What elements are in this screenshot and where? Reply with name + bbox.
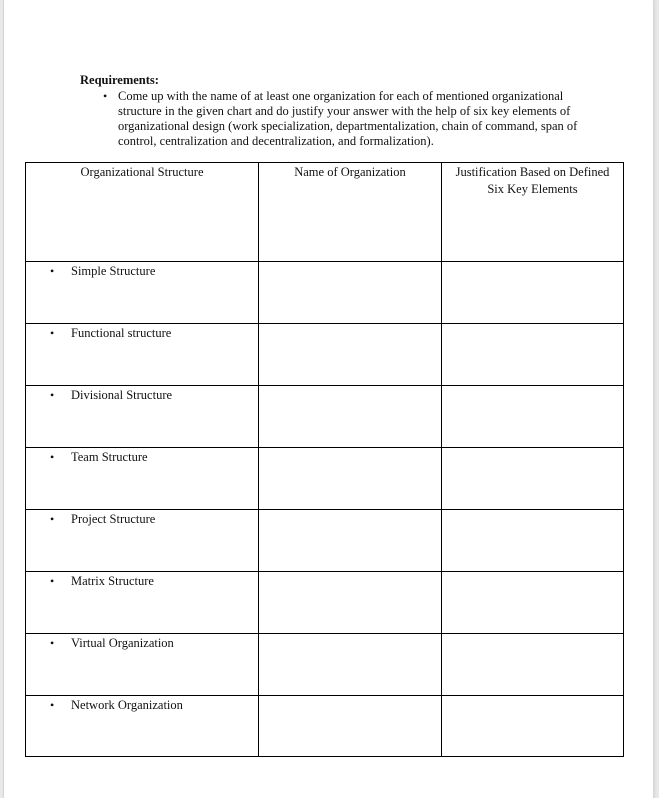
header-name-of-organization: Name of Organization [259,163,442,262]
organization-name-cell[interactable] [259,448,442,510]
requirements-text: Come up with the name of at least one organization for each of mentioned organizational structure in the given chart and do justify your answer with the help of six key elements of organizational design (work specialization, departmentalization, chain of command, span of control, centralization and decentralization, and formalization). [118,89,578,148]
table-row [26,634,624,696]
table-row [26,324,624,386]
organization-name-cell[interactable] [259,324,442,386]
structure-cell [26,324,259,386]
structure-cell [26,448,259,510]
justification-cell[interactable] [442,696,624,757]
justification-cell[interactable] [442,448,624,510]
requirements-item [80,89,580,149]
bullet-icon: • [50,512,55,526]
header-organizational-structure: Organizational Structure [26,163,259,262]
bullet-icon: • [50,636,55,650]
organization-name-cell[interactable] [259,262,442,324]
structure-label: Simple Structure [71,264,156,278]
justification-cell[interactable] [442,324,624,386]
table-row [26,448,624,510]
organization-name-cell[interactable] [259,572,442,634]
requirements-list [80,89,580,149]
organization-name-cell[interactable] [259,510,442,572]
header-justification: Justification Based on Defined Six Key Elements [442,163,624,262]
table-row [26,572,624,634]
bullet-icon: • [50,574,55,588]
bullet-icon: • [103,89,108,103]
justification-cell[interactable] [442,572,624,634]
structure-cell [26,510,259,572]
justification-cell[interactable] [442,510,624,572]
bullet-icon: • [50,450,55,464]
structure-cell [26,386,259,448]
organization-name-cell[interactable] [259,386,442,448]
justification-cell[interactable] [442,634,624,696]
organization-name-cell[interactable] [259,696,442,757]
structure-cell [26,634,259,696]
structure-label: Team Structure [71,450,148,464]
requirements-heading: Requirements: [80,73,159,87]
organization-structure-table [25,162,624,757]
structure-label: Network Organization [71,698,183,712]
structure-label: Virtual Organization [71,636,174,650]
structure-label: Functional structure [71,326,172,340]
table-row [26,696,624,757]
structure-label: Project Structure [71,512,156,526]
table-row [26,510,624,572]
bullet-icon: • [50,264,55,278]
bullet-icon: • [50,326,55,340]
table-row [26,386,624,448]
table-header-row [26,163,624,262]
structure-label: Matrix Structure [71,574,154,588]
structure-cell [26,572,259,634]
bullet-icon: • [50,698,55,712]
justification-cell[interactable] [442,262,624,324]
structure-cell [26,262,259,324]
table-row [26,262,624,324]
document-page [3,0,654,798]
structure-label: Divisional Structure [71,388,173,402]
organization-name-cell[interactable] [259,634,442,696]
justification-cell[interactable] [442,386,624,448]
structure-cell [26,696,259,757]
bullet-icon: • [50,388,55,402]
